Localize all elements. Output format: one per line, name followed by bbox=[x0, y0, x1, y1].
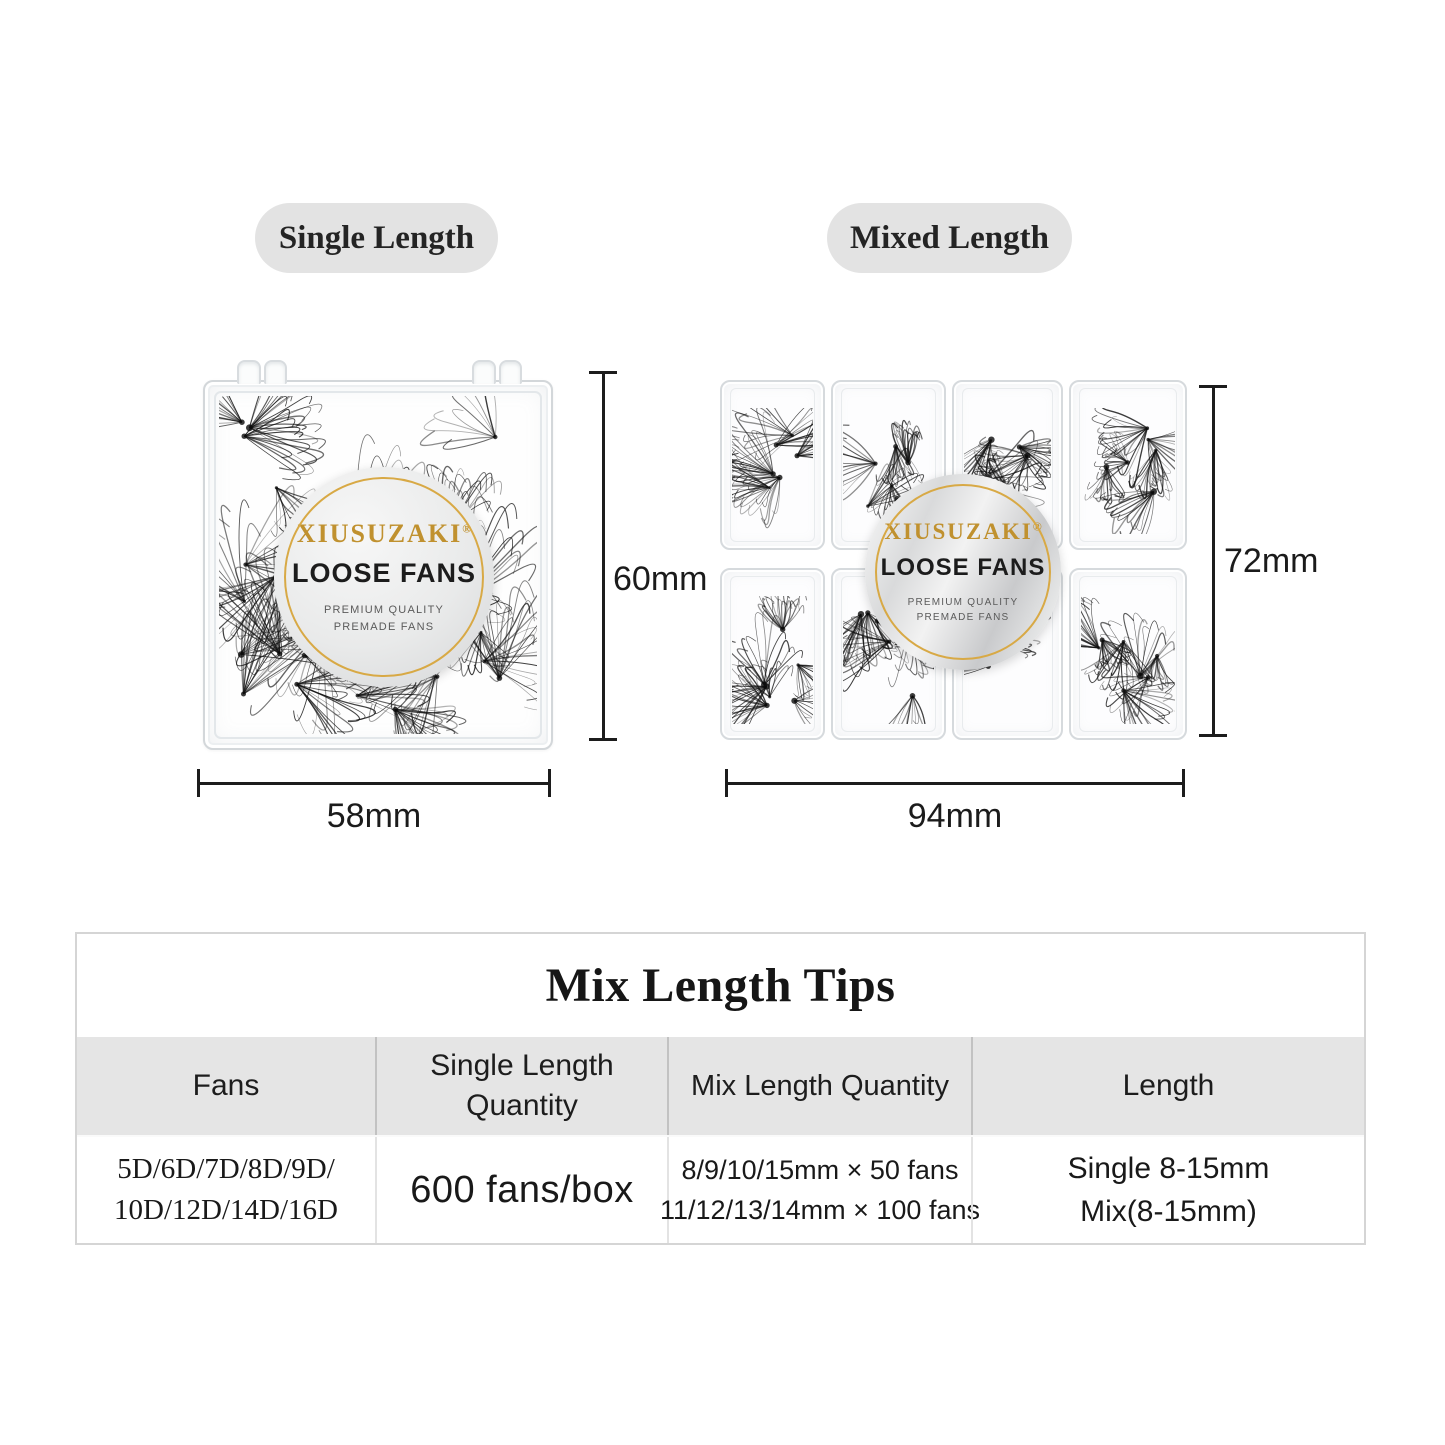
lash-fans-texture bbox=[732, 596, 813, 724]
cell-mix-length-quantity bbox=[660, 1137, 980, 1243]
lash-compartment bbox=[720, 380, 825, 550]
mix-quantity-line2: 11/12/13/14mm × 100 fans bbox=[660, 1195, 980, 1225]
tagline-line1: PREMIUM QUALITY bbox=[323, 604, 445, 616]
single-length-badge: Single Length bbox=[255, 203, 498, 273]
header-fans: Fans bbox=[192, 1069, 260, 1103]
lash-compartment bbox=[1069, 568, 1187, 740]
length-line1: Single 8-15mm bbox=[1067, 1151, 1270, 1185]
header-length: Length bbox=[971, 1037, 1364, 1135]
lash-fans-texture bbox=[1081, 408, 1175, 534]
width-dimension-line-mixed bbox=[725, 769, 1185, 797]
registered-mark: ® bbox=[1032, 519, 1042, 534]
mixed-length-box-photo bbox=[720, 380, 1187, 740]
table-data-row bbox=[77, 1137, 1364, 1243]
lash-compartment bbox=[720, 568, 825, 740]
single-box-width-label: 58mm bbox=[326, 797, 422, 835]
lash-fans-texture bbox=[1081, 596, 1175, 724]
mix-quantity-line1: 8/9/10/15mm × 50 fans bbox=[681, 1154, 959, 1185]
single-box-height-label: 60mm bbox=[613, 560, 708, 598]
tagline-line1: PREMIUM QUALITY bbox=[907, 597, 1019, 608]
brand-text: XIUSUZAKI bbox=[884, 519, 1033, 544]
lash-compartment bbox=[1069, 380, 1187, 550]
table-title: Mix Length Tips bbox=[77, 934, 1364, 1037]
cell-single-length-quantity: 600 fans/box bbox=[375, 1137, 667, 1243]
brand-label bbox=[865, 474, 1061, 670]
mixed-length-badge: Mixed Length bbox=[827, 203, 1072, 273]
brand-text: XIUSUZAKI bbox=[296, 519, 463, 548]
fans-line1: 5D/6D/7D/8D/9D/ bbox=[117, 1152, 335, 1185]
tagline-line2: PREMADE FANS bbox=[333, 620, 435, 633]
mixed-box-height-label: 72mm bbox=[1224, 542, 1319, 580]
registered-mark: ® bbox=[462, 521, 472, 536]
tagline-line2: PREMADE FANS bbox=[916, 612, 1010, 623]
fans-line2: 10D/12D/14D/16D bbox=[114, 1194, 338, 1226]
mix-length-tips-table bbox=[75, 932, 1366, 1245]
cell-fans bbox=[77, 1137, 375, 1243]
header-single-length-quantity: Single Length Quantity bbox=[375, 1037, 667, 1135]
single-length-box-photo bbox=[203, 380, 553, 750]
height-dimension-line-mixed bbox=[1199, 385, 1227, 737]
height-dimension-line-single bbox=[589, 371, 617, 741]
cell-length bbox=[971, 1137, 1364, 1243]
length-line2: Mix(8-15mm) bbox=[1080, 1195, 1257, 1228]
table-header-row bbox=[77, 1037, 1364, 1137]
gold-ring-icon bbox=[875, 484, 1051, 660]
product-name: LOOSE FANS bbox=[880, 554, 1046, 581]
lash-fans-texture bbox=[732, 408, 813, 534]
brand-label bbox=[274, 467, 494, 687]
product-name: LOOSE FANS bbox=[291, 558, 477, 588]
header-mix-length-quantity: Mix Length Quantity bbox=[667, 1037, 971, 1135]
box-hinge-icon bbox=[472, 360, 522, 384]
mixed-box-width-label: 94mm bbox=[907, 797, 1003, 835]
width-dimension-line-single bbox=[197, 769, 551, 797]
gold-ring-icon bbox=[284, 477, 484, 677]
box-hinge-icon bbox=[237, 360, 287, 384]
